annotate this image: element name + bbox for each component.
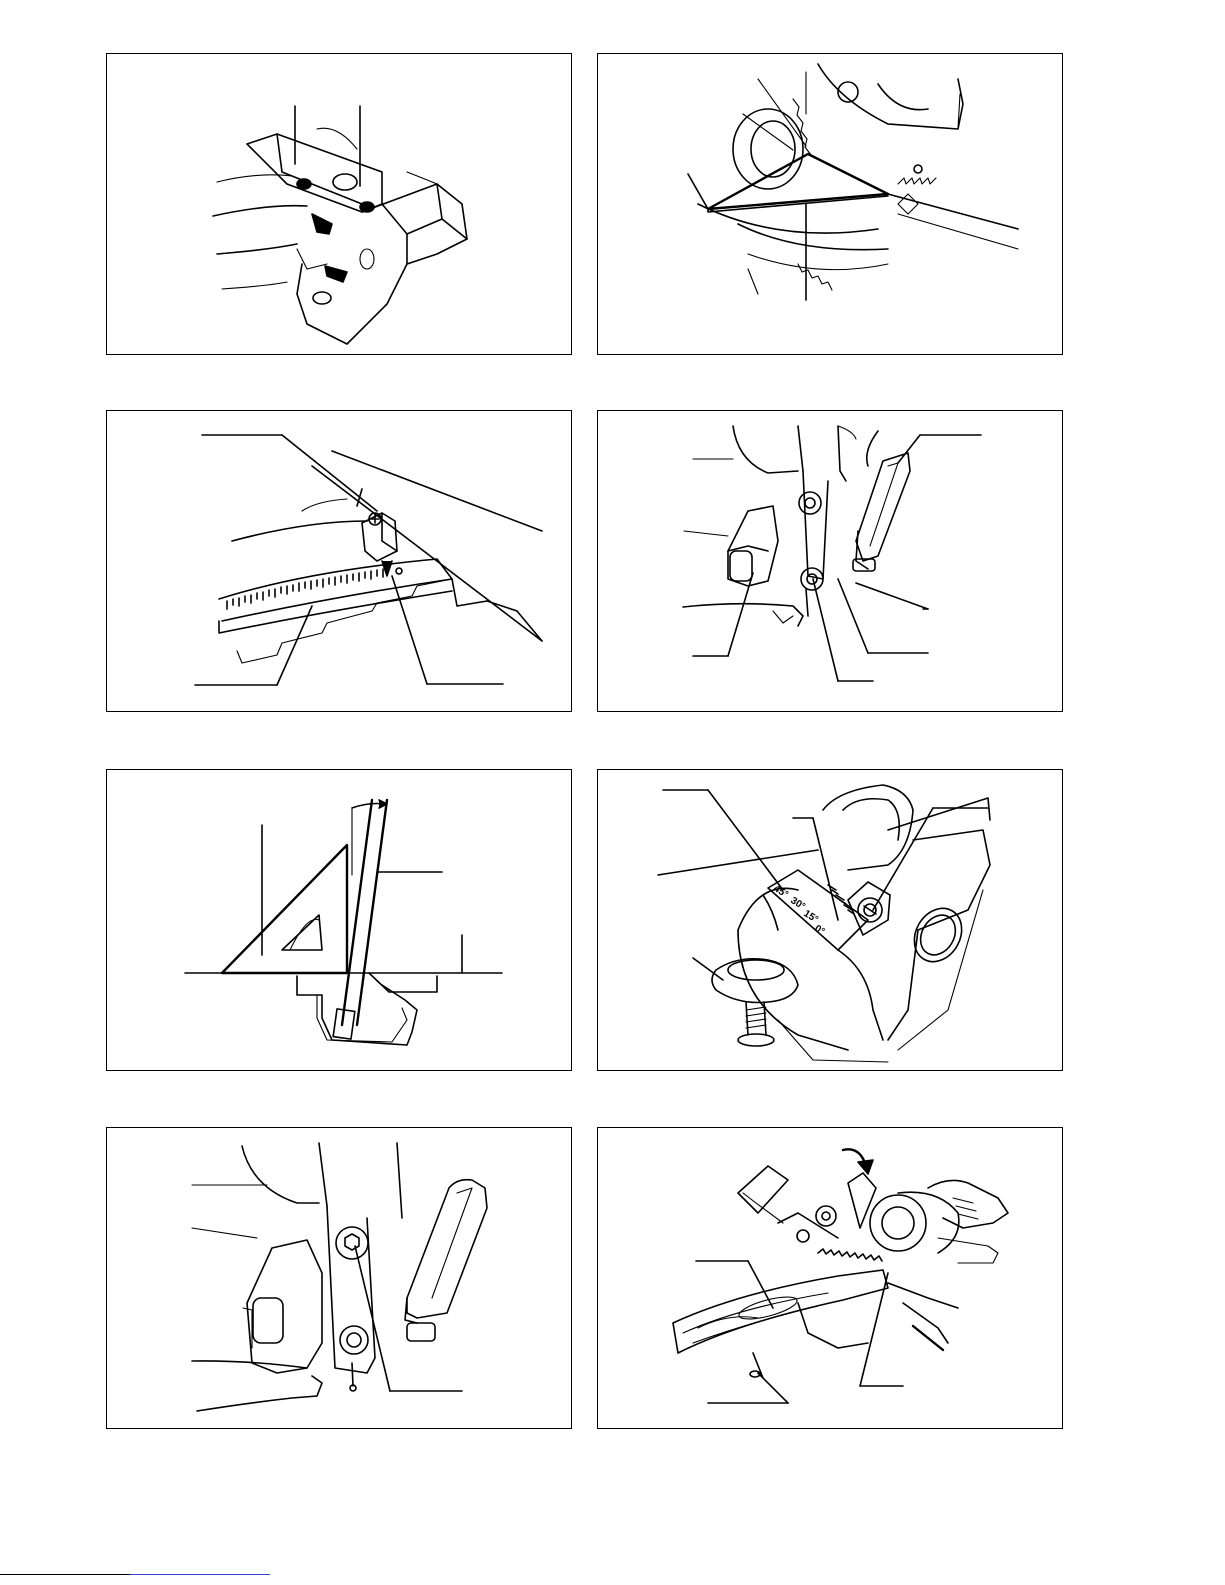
figure-4 xyxy=(597,410,1063,712)
scale-mark-0: 0° xyxy=(812,923,827,938)
figure-7-drawing xyxy=(107,1128,572,1429)
miter-scale-ticks xyxy=(227,569,383,609)
figure-2 xyxy=(597,53,1063,355)
figure-1 xyxy=(106,53,572,355)
leader-line xyxy=(813,579,838,681)
figure-7 xyxy=(106,1127,572,1429)
scale-mark-45: 45° xyxy=(771,883,791,901)
figure-8-drawing xyxy=(598,1128,1063,1429)
figure-3 xyxy=(106,410,572,712)
leader-line xyxy=(838,579,868,653)
figure-2-drawing xyxy=(598,54,1063,355)
figure-6-drawing xyxy=(598,770,1063,1071)
scale-mark-30: 30° xyxy=(788,895,808,913)
figure-4-drawing xyxy=(598,411,1063,712)
scale-mark-15: 15° xyxy=(801,908,821,926)
figure-5 xyxy=(106,769,572,1071)
figure-6 xyxy=(597,769,1063,1071)
footer-link-underline[interactable] xyxy=(130,1574,270,1575)
figure-5-drawing xyxy=(107,770,572,1071)
figure-1-drawing xyxy=(107,54,572,355)
figure-3-drawing xyxy=(107,411,572,712)
leader-line xyxy=(658,850,818,875)
figure-8 xyxy=(597,1127,1063,1429)
leader-line xyxy=(856,583,928,609)
footer-rule xyxy=(0,1574,130,1575)
